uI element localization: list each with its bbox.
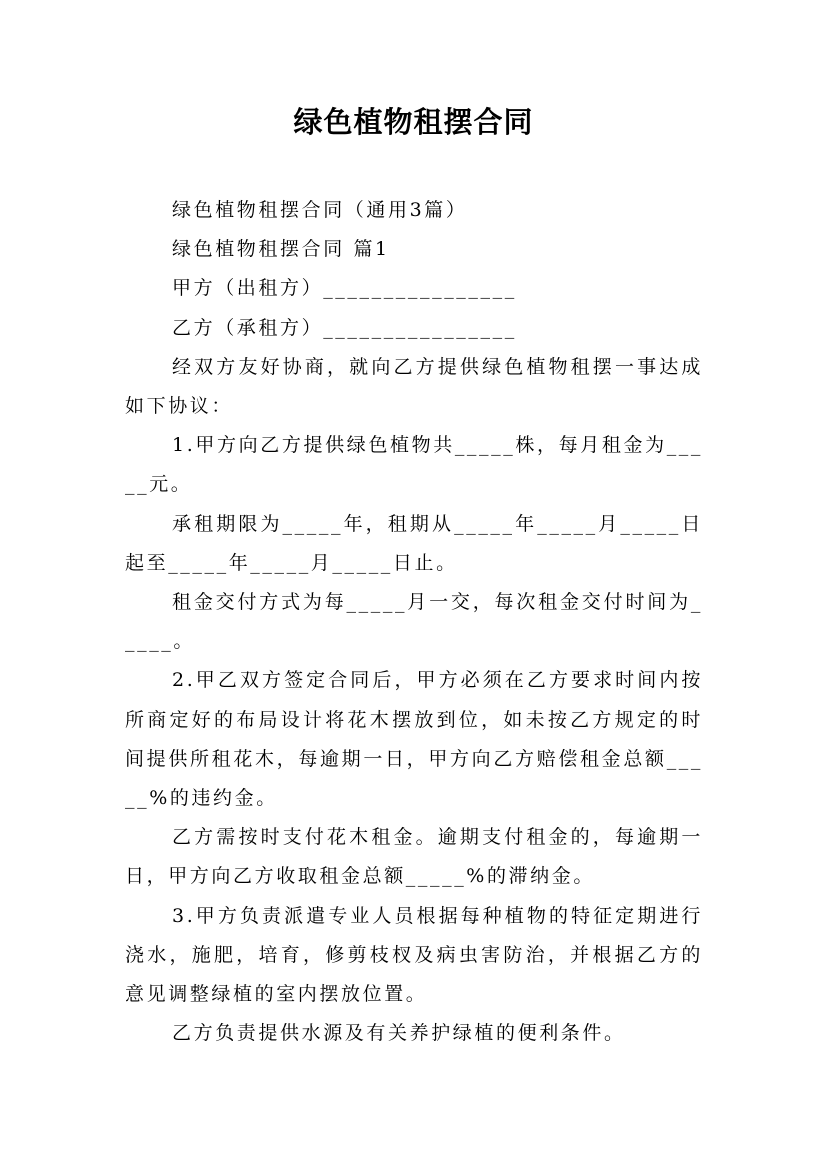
paragraph-lease-term: 承租期限为_____年，租期从_____年_____月_____日起至_____年_____月_____日止。 — [125, 512, 703, 574]
paragraph-party-b: 乙方（承租方）________________ — [172, 316, 517, 339]
document-body — [125, 191, 703, 1053]
document-title: 绿色植物租摆合同 — [293, 105, 534, 139]
paragraph-section-title: 绿色植物租摆合同 篇1 — [172, 238, 390, 261]
paragraph-payment-method: 租金交付方式为每_____月一交，每次租金交付时间为_____。 — [125, 591, 703, 653]
paragraph-late-payment: 乙方需按时支付花木租金。逾期支付租金的，每逾期一日，甲方向乙方收取租金总额_____%的滞纳金。 — [125, 826, 703, 888]
paragraph-water-supply: 乙方负责提供水源及有关养护绿植的便利条件。 — [172, 1022, 626, 1045]
paragraph-clause-2: 2.甲乙双方签定合同后，甲方必须在乙方要求时间内按所商定好的布局设计将花木摆放到位，如未按乙方规定的时间提供所租花木，每逾期一日，甲方向乙方赔偿租金总额_____%的违约金。 — [125, 669, 703, 810]
paragraph-party-a: 甲方（出租方）________________ — [172, 277, 517, 300]
paragraph-heading: 绿色植物租摆合同（通用3篇） — [172, 199, 468, 221]
paragraph-clause-3: 3.甲方负责派遣专业人员根据每种植物的特征定期进行浇水，施肥，培育，修剪枝杈及病虫害防治，并根据乙方的意见调整绿植的室内摆放位置。 — [125, 904, 703, 1006]
paragraph-clause-1: 1.甲方向乙方提供绿色植物共_____株，每月租金为_____元。 — [125, 434, 703, 496]
paragraph-intro: 经双方友好协商，就向乙方提供绿色植物租摆一事达成如下协议： — [125, 355, 703, 418]
